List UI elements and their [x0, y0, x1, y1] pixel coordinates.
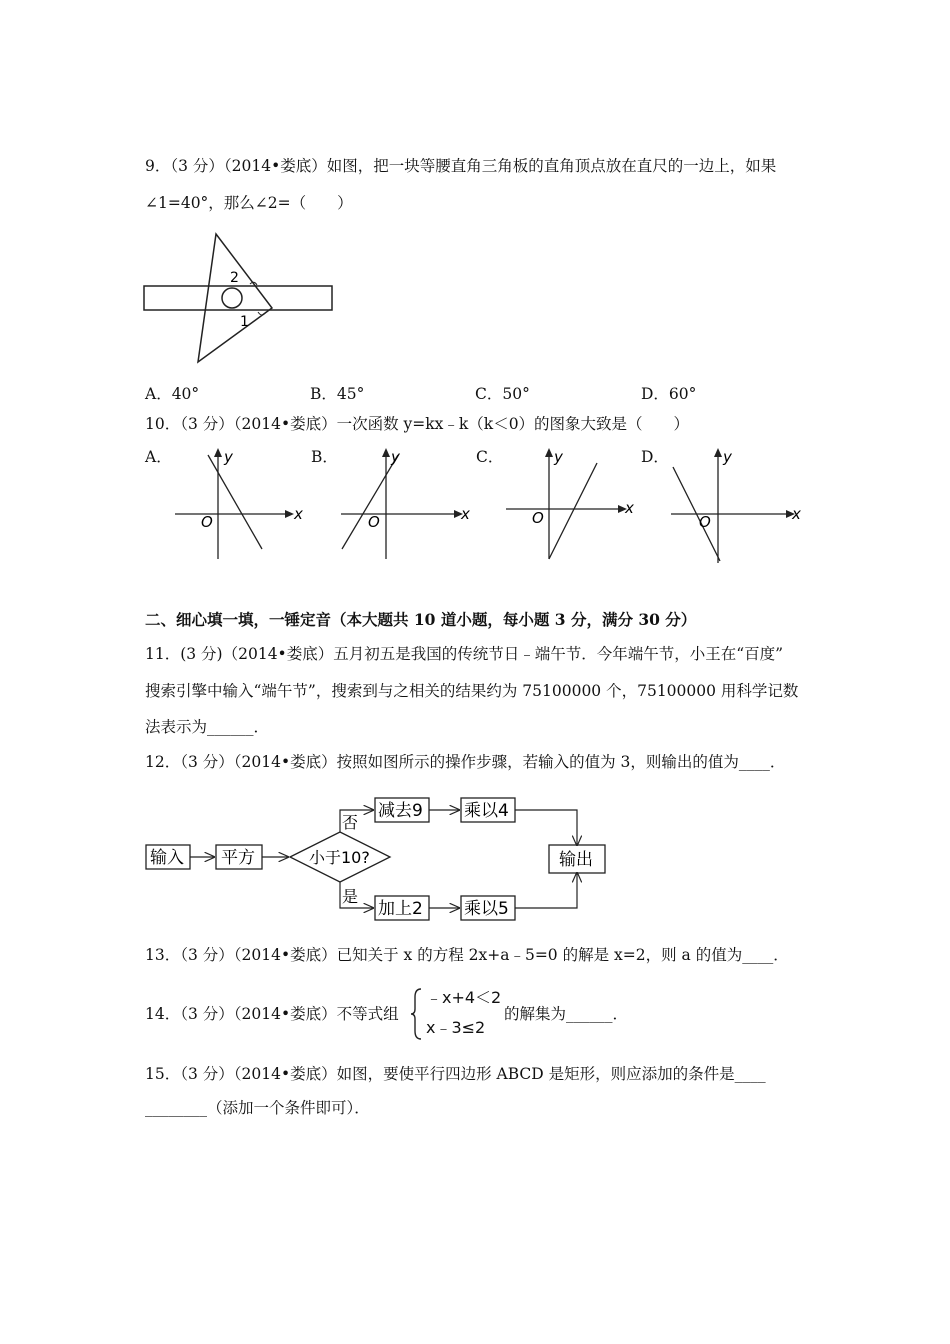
- q12-text: 12．（3 分）（2014•娄底）按照如图所示的操作步骤，若输入的值为 3，则输出的值为____．: [145, 753, 786, 771]
- q10-option-c-letter: C．: [476, 448, 504, 466]
- q14-brace: [410, 987, 424, 1041]
- angle2-label: 2: [230, 270, 239, 286]
- q10-graph-c: [503, 447, 643, 562]
- axis-y-label: y: [723, 448, 732, 466]
- q14-inequality-2: x﹣3≤2: [426, 1018, 486, 1037]
- q10-graph-d: [668, 447, 813, 565]
- graph-a-line: [208, 455, 262, 549]
- q14-suffix: 的解集为______．: [504, 1005, 629, 1023]
- q9-figure: [140, 232, 340, 372]
- origin-label: O: [699, 513, 711, 531]
- axis-x-label: x: [461, 505, 470, 523]
- q15-text-line1: 15．（3 分）（2014•娄底）如图，要使平行四边形 ABCD 是矩形，则应添加的条件是____: [145, 1065, 766, 1083]
- angle1-label: 1: [240, 314, 249, 330]
- flow-input-label: 输入: [150, 848, 184, 868]
- q12-flowchart: [142, 790, 612, 920]
- flow-output-label: 输出: [559, 850, 593, 870]
- q9-text-line2: ∠1=40°，那么∠2=（ ）: [145, 194, 353, 212]
- flow-decision-label: 小于10?: [309, 848, 370, 867]
- graph-c-line: [549, 463, 597, 559]
- q10-option-a-letter: A．: [145, 448, 172, 466]
- axis-x-label: x: [625, 499, 634, 517]
- plate-hole: [222, 288, 242, 308]
- q9-option-b: B．45°: [310, 385, 365, 403]
- flow-times4-label: 乘以4: [464, 801, 509, 821]
- axis-y-label: y: [224, 448, 233, 466]
- q11-text-line2: 搜索引擎中输入“端午节”，搜索到与之相关的结果约为 75100000 个，75100000 用科学记数: [145, 682, 799, 700]
- axis-x-label: x: [792, 505, 801, 523]
- q9-option-c: C．50°: [475, 385, 530, 403]
- q10-option-d-letter: D．: [641, 448, 669, 466]
- q9-option-d: D．60°: [641, 385, 697, 403]
- q13-text: 13．（3 分）（2014•娄底）已知关于 x 的方程 2x+a﹣5=0 的解是 x=2，则 a 的值为____．: [145, 946, 789, 964]
- q10-graph-a: [170, 447, 310, 562]
- flow-square-label: 平方: [221, 848, 255, 868]
- q10-text: 10．（3 分）（2014•娄底）一次函数 y=kx﹣k（k＜0）的图象大致是（ ）: [145, 415, 690, 433]
- q11-text-line1: 11．(3 分)（2014•娄底）五月初五是我国的传统节日﹣端午节．今年端午节，小王在“百度”: [145, 645, 784, 663]
- section2-heading: 二、细心填一填，一锤定音（本大题共 10 道小题，每小题 3 分，满分 30 分）: [145, 610, 697, 629]
- flow-no-label: 否: [342, 813, 359, 832]
- q10-graph-b: [336, 447, 476, 562]
- q14-inequality-1: ﹣x+4＜2: [426, 988, 502, 1007]
- axis-y-label: y: [391, 448, 400, 466]
- q15-text-line2: ________（添加一个条件即可）．: [145, 1099, 370, 1117]
- q9-text-line1: 9．（3 分）（2014•娄底）如图，把一块等腰直角三角板的直角顶点放在直尺的一边上，如果: [145, 157, 777, 175]
- origin-label: O: [201, 513, 213, 531]
- graph-b-line: [342, 455, 398, 549]
- axis-x-label: x: [294, 505, 303, 523]
- triangle-plate: [198, 234, 272, 362]
- flow-times5-label: 乘以5: [464, 899, 509, 919]
- flow-minus9-label: 减去9: [378, 801, 423, 821]
- axis-y-label: y: [554, 448, 563, 466]
- flow-plus2-label: 加上2: [378, 899, 423, 919]
- q9-option-a: A．40°: [145, 385, 200, 403]
- origin-label: O: [368, 513, 380, 531]
- q14-prefix: 14．（3 分）（2014•娄底）不等式组: [145, 1005, 399, 1023]
- q10-option-b-letter: B．: [311, 448, 338, 466]
- origin-label: O: [532, 509, 544, 527]
- q11-text-line3: 法表示为______．: [145, 718, 270, 736]
- flow-yes-label: 是: [342, 887, 359, 906]
